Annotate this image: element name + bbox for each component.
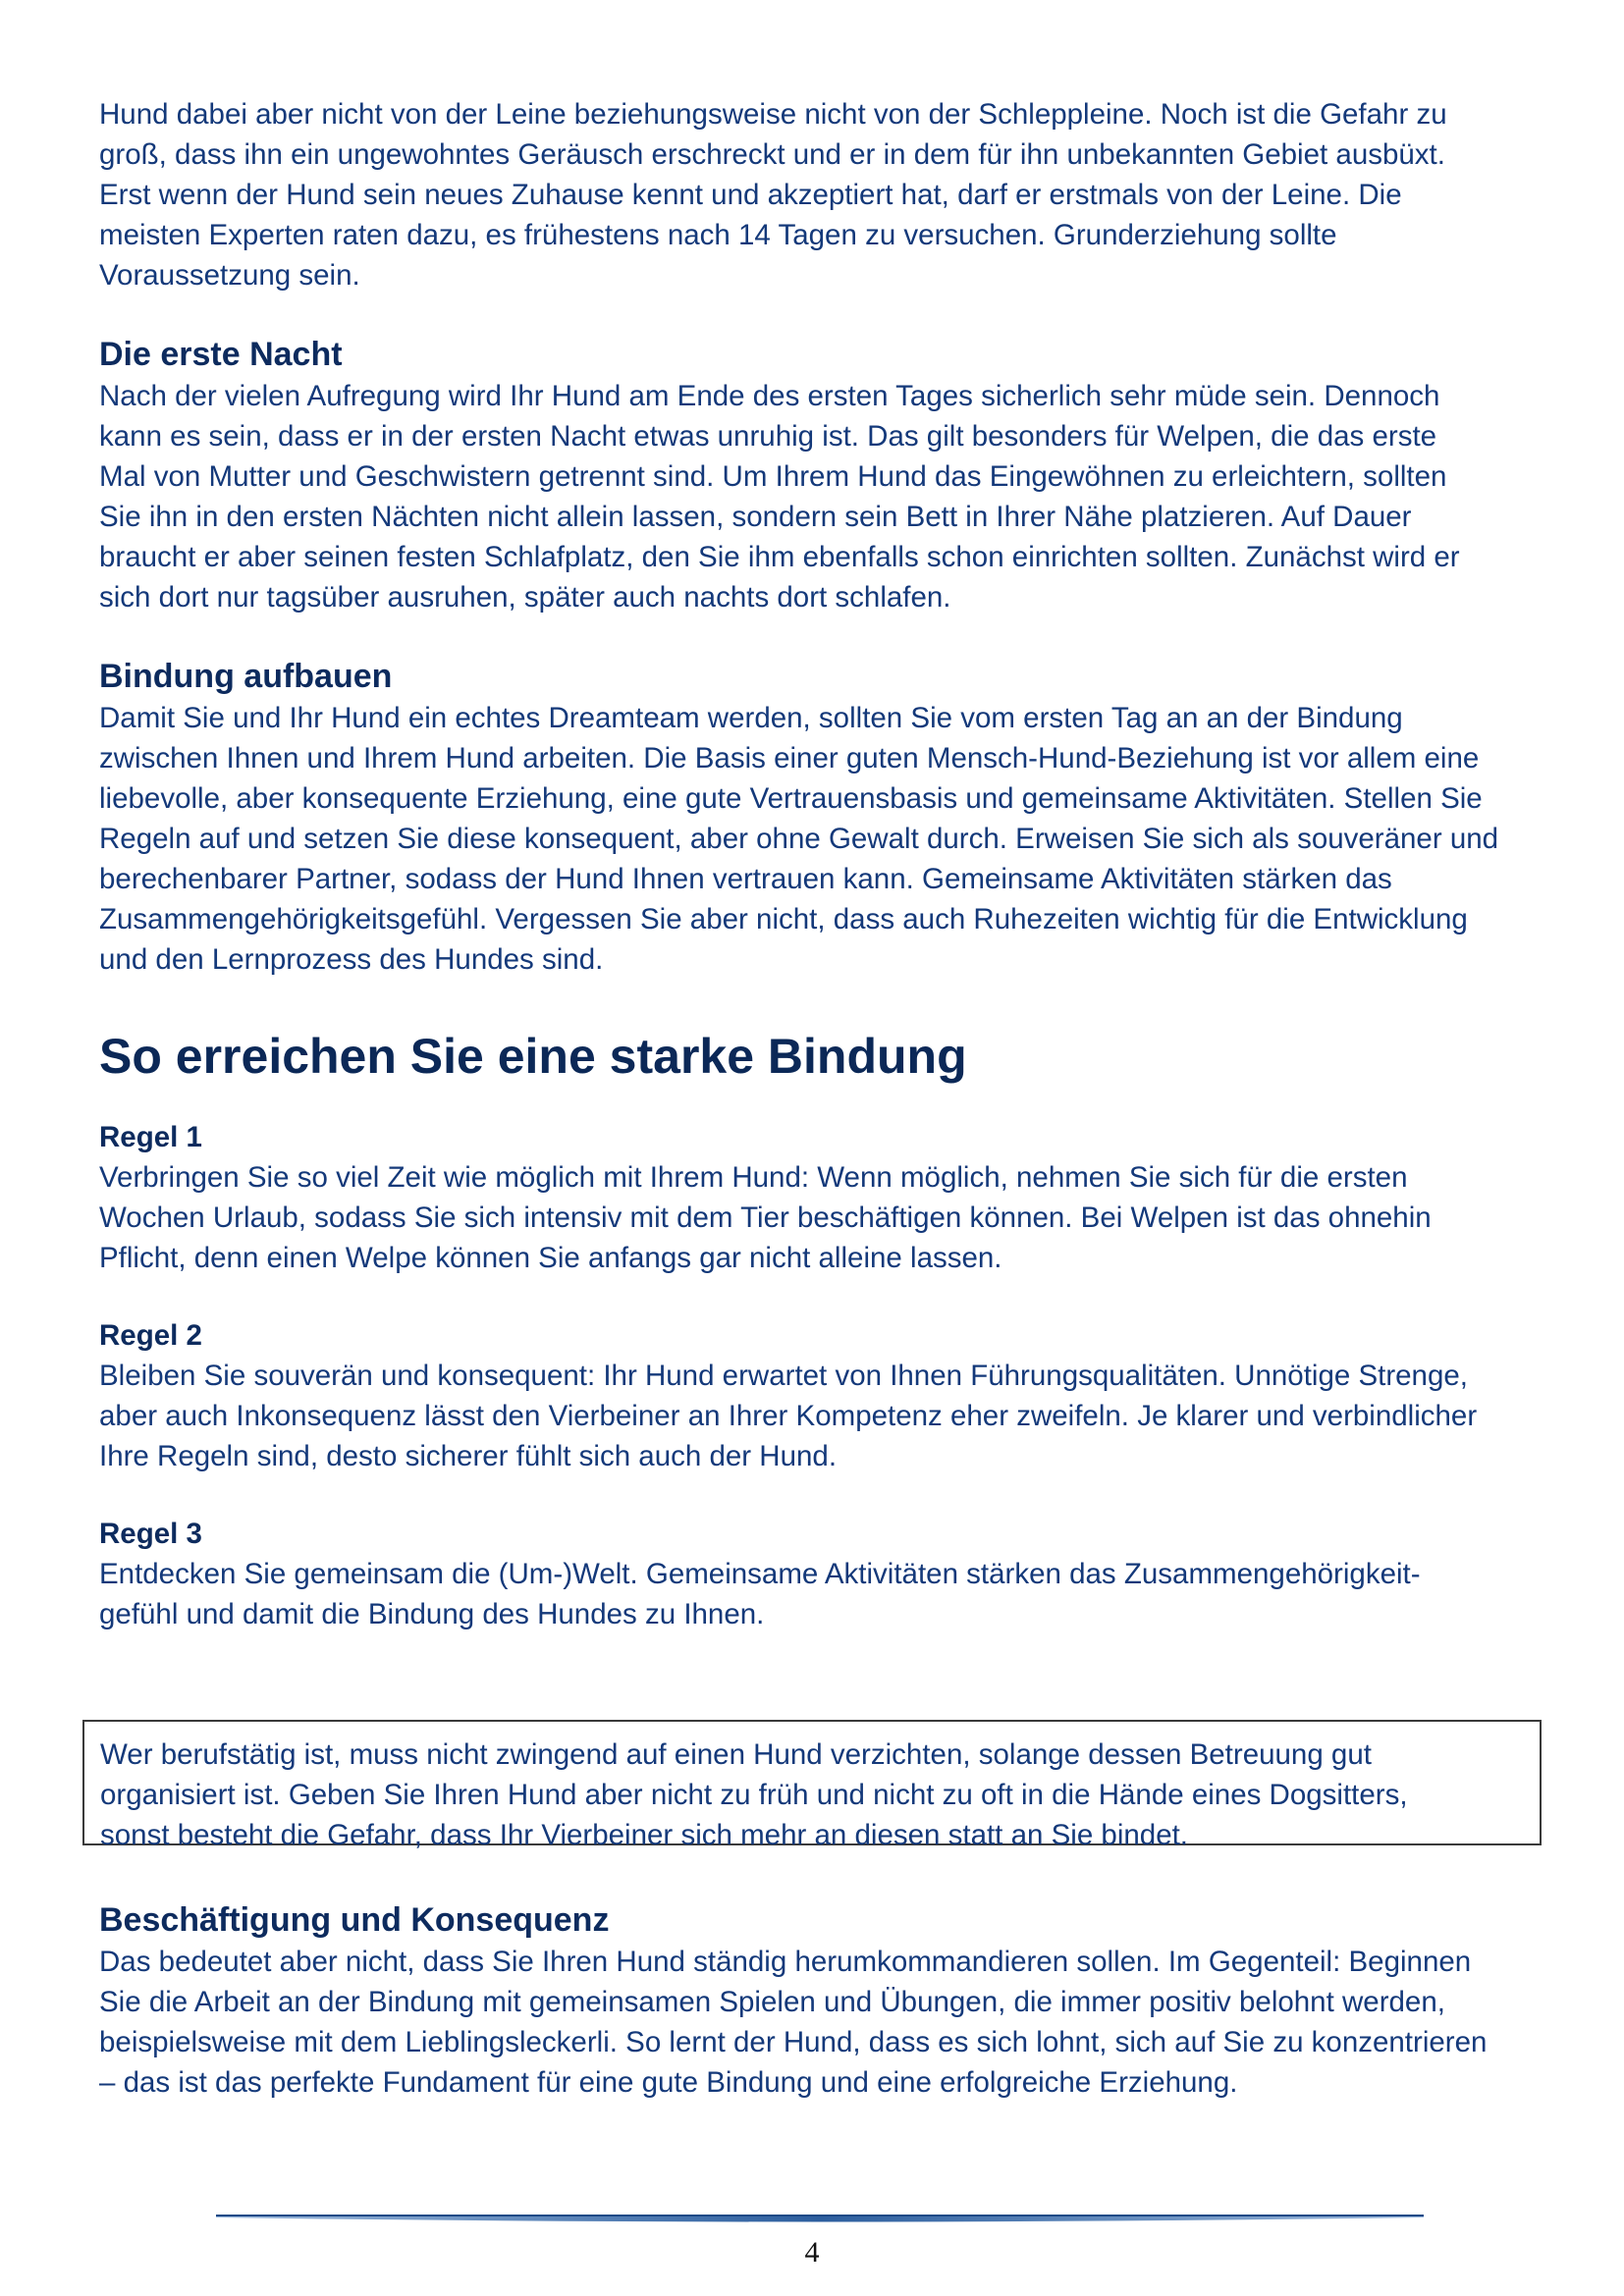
info-box-text xyxy=(100,1735,1524,1855)
section-paragraph-bindung-aufbauen xyxy=(99,698,1543,980)
paragraph-line: Zusammengehörigkeitsgefühl. Vergessen Sie aber nicht, dass auch Ruhezeiten wichtig für die Entwicklung xyxy=(99,903,1468,935)
spacer xyxy=(99,1476,1543,1514)
paragraph-line: liebevolle, aber konsequente Erziehung, eine gute Vertrauensbasis und gemeinsame Aktivitäten. Stellen Sie xyxy=(99,782,1483,815)
paragraph-line: sonst besteht die Gefahr, dass Ihr Vierbeiner sich mehr an diesen statt an Sie bindet. xyxy=(100,1819,1188,1851)
paragraph-line: Das bedeutet aber nicht, dass Sie Ihren Hund ständig herumkommandieren sollen. Im Gegenteil: Beginnen xyxy=(99,1946,1472,1978)
rule-paragraph xyxy=(99,1554,1543,1634)
paragraph-line: – das ist das perfekte Fundament für eine gute Bindung und eine erfolgreiche Erziehung. xyxy=(99,2066,1238,2099)
section-paragraph-erste-nacht xyxy=(99,376,1543,617)
paragraph-line: Damit Sie und Ihr Hund ein echtes Dreamteam werden, sollten Sie vom ersten Tag an an der Bindung xyxy=(99,702,1403,734)
intro-line: groß, dass ihn ein ungewohntes Geräusch erschreckt und er in dem für ihn unbekannten Gebiet ausbüxt. xyxy=(99,138,1445,171)
paragraph-line: organisiert ist. Geben Sie Ihren Hund aber nicht zu früh und nicht zu oft in die Hände eines Dogsitters, xyxy=(100,1779,1408,1811)
paragraph-line: Wochen Urlaub, sodass Sie sich intensiv mit dem Tier beschäftigen können. Bei Welpen ist das ohnehin xyxy=(99,1201,1432,1234)
paragraph-line: braucht er aber seinen festen Schlafplatz, den Sie ihm ebenfalls schon einrichten sollten. Zunächst wird er xyxy=(99,541,1460,573)
section-heading-beschaeftigung: Beschäftigung und Konsequenz xyxy=(99,1901,610,1939)
paragraph-line: kann es sein, dass er in der ersten Nacht etwas unruhig ist. Das gilt besonders für Welpen, die das erste xyxy=(99,420,1437,453)
spacer xyxy=(99,1278,1543,1315)
info-box xyxy=(82,1720,1542,1851)
intro-paragraph xyxy=(99,94,1543,295)
paragraph-line: Wer berufstätig ist, muss nicht zwingend auf einen Hund verzichten, solange dessen Betreuung gut xyxy=(100,1738,1372,1771)
section-heading-bindung-aufbauen: Bindung aufbauen xyxy=(99,658,393,695)
final-section xyxy=(99,1898,1543,2103)
rule-paragraph xyxy=(99,1356,1543,1476)
paragraph-line: beispielsweise mit dem Lieblingsleckerli. So lernt der Hund, dass es sich lohnt, sich auf Sie zu konzentrieren xyxy=(99,2026,1488,2058)
spacer xyxy=(99,617,1543,655)
paragraph-line: Sie ihn in den ersten Nächten nicht allein lassen, sondern sein Bett in Ihrer Nähe platzieren. Auf Dauer xyxy=(99,501,1412,533)
intro-line: Voraussetzung sein. xyxy=(99,259,360,292)
rule-paragraph xyxy=(99,1157,1543,1278)
main-heading: So erreichen Sie eine starke Bindung xyxy=(99,1029,967,1084)
intro-line: meisten Experten raten dazu, es frühestens nach 14 Tagen zu versuchen. Grunderziehung sollte xyxy=(99,219,1337,251)
section-heading-erste-nacht: Die erste Nacht xyxy=(99,336,343,373)
paragraph-line: Entdecken Sie gemeinsam die (Um-)Welt. Gemeinsame Aktivitäten stärken das Zusammengehörigkeit- xyxy=(99,1558,1421,1590)
paragraph-line: gefühl und damit die Bindung des Hundes zu Ihnen. xyxy=(99,1598,765,1630)
paragraph-line: und den Lernprozess des Hundes sind. xyxy=(99,943,604,976)
page-content xyxy=(99,94,1543,1634)
paragraph-line: Regeln auf und setzen Sie diese konsequent, aber ohne Gewalt durch. Erweisen Sie sich als souveräner und xyxy=(99,823,1499,855)
paragraph-line: Ihre Regeln sind, desto sicherer fühlt sich auch der Hund. xyxy=(99,1440,838,1472)
rule-title: Regel 2 xyxy=(99,1319,202,1352)
paragraph-line: Verbringen Sie so viel Zeit wie möglich mit Ihrem Hund: Wenn möglich, nehmen Sie sich für die ersten xyxy=(99,1161,1408,1194)
paragraph-line: sich dort nur tagsüber ausruhen, später auch nachts dort schlafen. xyxy=(99,581,951,614)
footer-divider xyxy=(216,2213,1424,2226)
rule-title: Regel 3 xyxy=(99,1518,202,1550)
spacer xyxy=(99,295,1543,333)
intro-line: Hund dabei aber nicht von der Leine beziehungsweise nicht von der Schleppleine. Noch ist die Gefahr zu xyxy=(99,98,1447,131)
paragraph-line: Sie die Arbeit an der Bindung mit gemeinsamen Spielen und Übungen, die immer positiv belohnt werden, xyxy=(99,1986,1445,2018)
paragraph-line: berechenbarer Partner, sodass der Hund Ihnen vertrauen kann. Gemeinsame Aktivitäten stärken das xyxy=(99,863,1392,895)
paragraph-line: Pflicht, denn einen Welpe können Sie anfangs gar nicht alleine lassen. xyxy=(99,1242,1002,1274)
page-number: 4 xyxy=(804,2236,820,2269)
paragraph-line: aber auch Inkonsequenz lässt den Vierbeiner an Ihrer Kompetenz eher zweifeln. Je klarer und verbindlicher xyxy=(99,1400,1478,1432)
section-paragraph-beschaeftigung xyxy=(99,1942,1543,2103)
spacer xyxy=(99,1086,1543,1117)
paragraph-line: Bleiben Sie souverän und konsequent: Ihr Hund erwartet von Ihnen Führungsqualitäten. Unnötige Strenge, xyxy=(99,1360,1468,1392)
spacer xyxy=(99,980,1543,1027)
paragraph-line: Nach der vielen Aufregung wird Ihr Hund am Ende des ersten Tages sicherlich sehr müde sein. Dennoch xyxy=(99,380,1440,412)
paragraph-line: Mal von Mutter und Geschwistern getrennt sind. Um Ihrem Hund das Eingewöhnen zu erleichtern, sollten xyxy=(99,460,1447,493)
paragraph-line: zwischen Ihnen und Ihrem Hund arbeiten. Die Basis einer guten Mensch-Hund-Beziehung ist vor allem eine xyxy=(99,742,1480,774)
rule-title: Regel 1 xyxy=(99,1121,202,1153)
intro-line: Erst wenn der Hund sein neues Zuhause kennt und akzeptiert hat, darf er erstmals von der Leine. Die xyxy=(99,179,1402,211)
